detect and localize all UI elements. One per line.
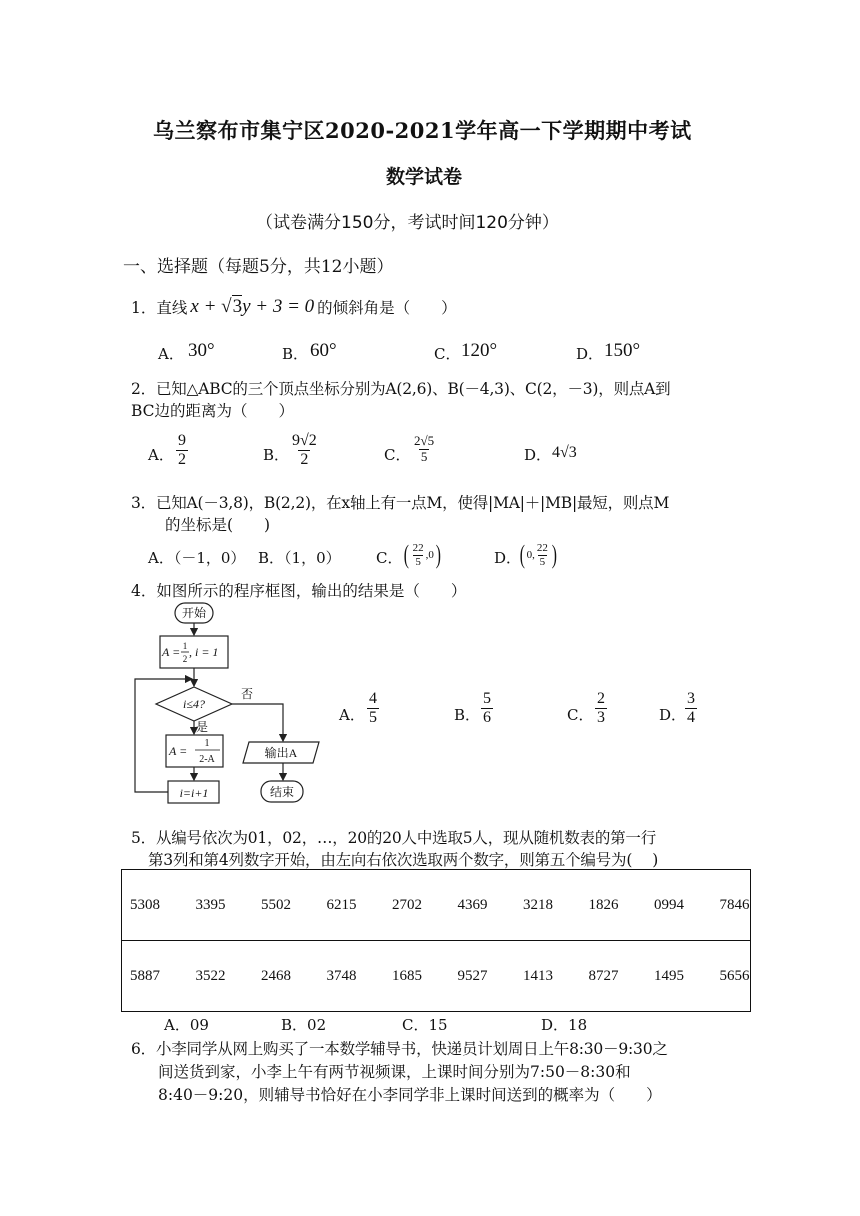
flowchart [125,600,320,810]
section-heading: 一、选择题（每题5分，共12小题） [123,257,394,277]
q2-option-a-label: A． [148,446,174,464]
q1-equation: x + √3y + 3 = 0 [190,296,315,317]
exam-title: 乌兰察布市集宁区2020-2021学年高一下学期期中考试 [153,118,692,143]
flow-end-label: 结束 [269,785,295,799]
q4-option-c-fraction: $\frac{2}{3}$ [597,690,605,727]
table-row [122,941,751,1012]
q1-option-b-label: B． [282,345,309,363]
q2-line-1: 2．已知△ABC的三个顶点坐标分别为A(2,6)、B(－4,3)、C(2，－3)，则点A到 [131,380,671,398]
q3-option-c-value: ( $\frac{22}{5}$ ,0 ) [403,540,441,569]
q6-line-1: 6．小李同学从网上购买了一本数学辅导书，快递员计划周日上午8:30－9:30之 [131,1040,668,1058]
q4-option-d-fraction: $\frac{3}{4}$ [687,690,695,727]
flow-condition-label: i≤4? [183,697,205,711]
q5-option-c: C．15 [402,1016,448,1034]
exam-note: （试卷满分150分，考试时间120分钟） [256,213,559,233]
q3-line-1: 3．已知A(－3,8)，B(2,2)，在x轴上有一点M，使得|MA|＋|MB|最短，则点M [131,494,670,512]
q1-option-a-value: 30° [188,340,215,361]
q5-option-d: D．18 [541,1016,588,1034]
q2-option-d-value: 4√3 [552,444,577,461]
table-row [122,870,751,941]
flow-init-i-label: , i = 1 [189,645,219,659]
exam-subtitle: 数学试卷 [386,166,463,188]
q3-options [148,540,618,574]
q1-options [158,340,718,366]
q1-option-a-label: A． [158,345,184,363]
q4-option-c-label: C． [567,706,594,724]
q4-text: 4．如图所示的程序框图，输出的结果是（ ） [131,582,467,600]
svg-text:1: 1 [182,641,188,651]
q1-option-b-value: 60° [310,340,337,361]
q5-options [164,1014,604,1036]
q4-option-b-fraction: $\frac{5}{6}$ [483,690,491,727]
q1-option-c-value: 120° [461,340,498,361]
flow-assign-label: A = [169,744,188,758]
q5-option-a: A．09 [164,1016,209,1034]
flow-yes-label: 是 [196,720,209,734]
q3-option-a: A．（－1，0） [148,549,246,567]
q4-options [339,690,719,736]
q1-prefix: 直线 [156,299,188,317]
table-cell: 5887 3522 2468 3748 1685 9527 1413 8727 1495 5656 [122,941,751,1012]
flow-assign-numerator: 1 [204,738,210,749]
q2-option-a-fraction: $\frac{9}{2}$ [178,432,186,469]
q3-line-2: 的坐标是( ) [165,516,271,534]
q5-option-b: B．02 [281,1016,327,1034]
q6-line-3: 8:40－9:20，则辅导书恰好在小李同学非上课时间送到的概率为（ ） [158,1086,662,1104]
q2-option-d-label: D． [524,446,552,464]
flow-assign-denominator: 2-A [199,754,215,765]
flow-init-a-label: A = [162,645,181,659]
q3-option-d-value: ( 0, $\frac{22}{5}$ ) [519,540,557,569]
question-1 [131,296,457,318]
q6-line-2: 间送货到家，小李上午有两节视频课，上课时间分别为7:50－8:30和 [158,1063,631,1081]
q5-line-1: 5．从编号依次为01，02，…，20的20人中选取5人，现从随机数表的第一行 [131,829,657,847]
q4-option-a-label: A． [339,706,365,724]
q3-option-b: B．（1，0） [258,549,341,567]
flow-output-label: 输出A [264,746,298,760]
q4-option-b-label: B． [454,706,481,724]
q1-suffix: 的倾斜角是（ ） [317,299,457,317]
q4-option-a-fraction: $\frac{4}{5}$ [369,690,377,727]
table-cell: 5308 3395 5502 6215 2702 4369 3218 1826 0994 7846 [122,870,751,941]
q2-line-2: BC边的距离为（ ） [131,402,295,420]
q3-option-d-label: D． [494,549,522,567]
q1-option-c-label: C． [434,345,461,363]
flow-increment-label: i=i+1 [179,786,209,800]
flow-no-label: 否 [241,687,254,701]
random-number-table [121,869,751,1012]
q1-option-d-label: D． [576,345,604,363]
q2-option-c-fraction: $\frac{2√5}{5}$ [414,433,435,464]
q3-option-c-label: C． [376,549,403,567]
q5-line-2: 第3列和第4列数字开始，由左向右依次选取两个数字，则第五个编号为( ) [148,851,659,869]
q1-option-d-value: 150° [604,340,641,361]
q2-option-b-label: B． [263,446,290,464]
q2-options [148,432,648,476]
q4-option-d-label: D． [659,706,687,724]
svg-text:2: 2 [182,654,188,664]
q2-option-c-label: C． [384,446,411,464]
flow-start-label: 开始 [181,606,207,620]
q2-option-b-fraction: $\frac{9√2}{2}$ [292,432,317,469]
q1-number: 1． [131,299,157,317]
